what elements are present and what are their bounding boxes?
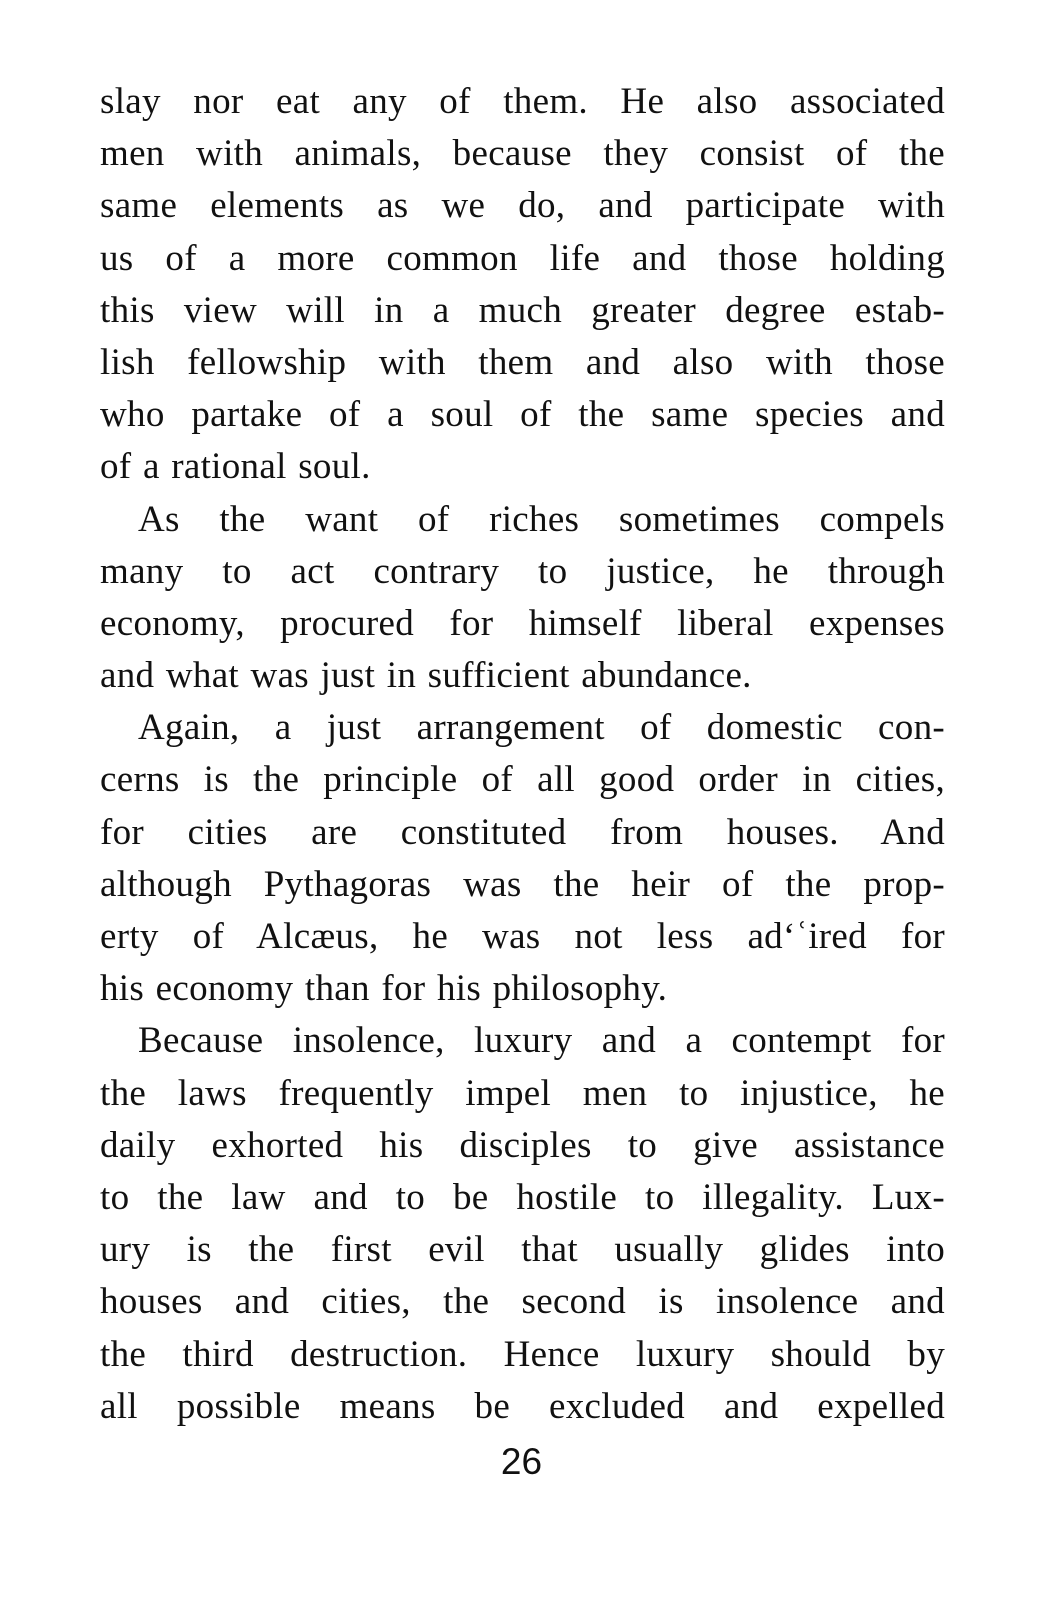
text-line: us of a more common life and those holding xyxy=(100,237,945,279)
text-line: and what was just in sufficient abundance. xyxy=(100,655,752,697)
paragraph xyxy=(100,494,945,703)
paragraph xyxy=(100,1015,945,1433)
text-line: daily exhorted his disciples to give assistance xyxy=(100,1124,945,1166)
text-line: of a rational soul. xyxy=(100,446,371,488)
page-body xyxy=(100,76,945,1433)
text-line: economy, procured for himself liberal expenses xyxy=(100,602,945,644)
text-line: who partake of a soul of the same species and xyxy=(100,394,945,436)
text-line: lish fellowship with them and also with those xyxy=(100,341,945,383)
text-line: many to act contrary to justice, he through xyxy=(100,550,945,592)
paragraph xyxy=(100,76,945,494)
text-line: slay nor eat any of them. He also associated xyxy=(100,81,945,122)
text-line: cerns is the principle of all good order in cities, xyxy=(100,759,945,801)
text-line: Because insolence, luxury and a contempt for xyxy=(138,1020,945,1062)
page-number: 26 xyxy=(500,1441,543,1482)
text-line: this view will in a much greater degree estab- xyxy=(100,289,945,331)
text-line: erty of Alcæus, he was not less ad‘ʿired for xyxy=(100,916,945,957)
text-line: for cities are constituted from houses. And xyxy=(100,811,945,853)
text-line: although Pythagoras was the heir of the prop- xyxy=(100,863,945,905)
paragraph xyxy=(100,702,945,1015)
text-line: to the law and to be hostile to illegality. Lux- xyxy=(100,1176,945,1218)
text-line: same elements as we do, and participate with xyxy=(100,185,945,227)
text-line: As the want of riches sometimes compels xyxy=(138,498,945,540)
text-line: houses and cities, the second is insolence and xyxy=(100,1281,945,1323)
text-line: men with animals, because they consist of the xyxy=(100,133,945,175)
text-line: ury is the first evil that usually glides into xyxy=(100,1229,945,1271)
text-line: all possible means be excluded and expelled xyxy=(100,1385,945,1427)
text-line: his economy than for his philosophy. xyxy=(100,968,668,1010)
text-line: the laws frequently impel men to injustice, he xyxy=(100,1072,945,1114)
text-line: the third destruction. Hence luxury should by xyxy=(100,1333,945,1375)
text-line: Again, a just arrangement of domestic con- xyxy=(138,707,945,749)
